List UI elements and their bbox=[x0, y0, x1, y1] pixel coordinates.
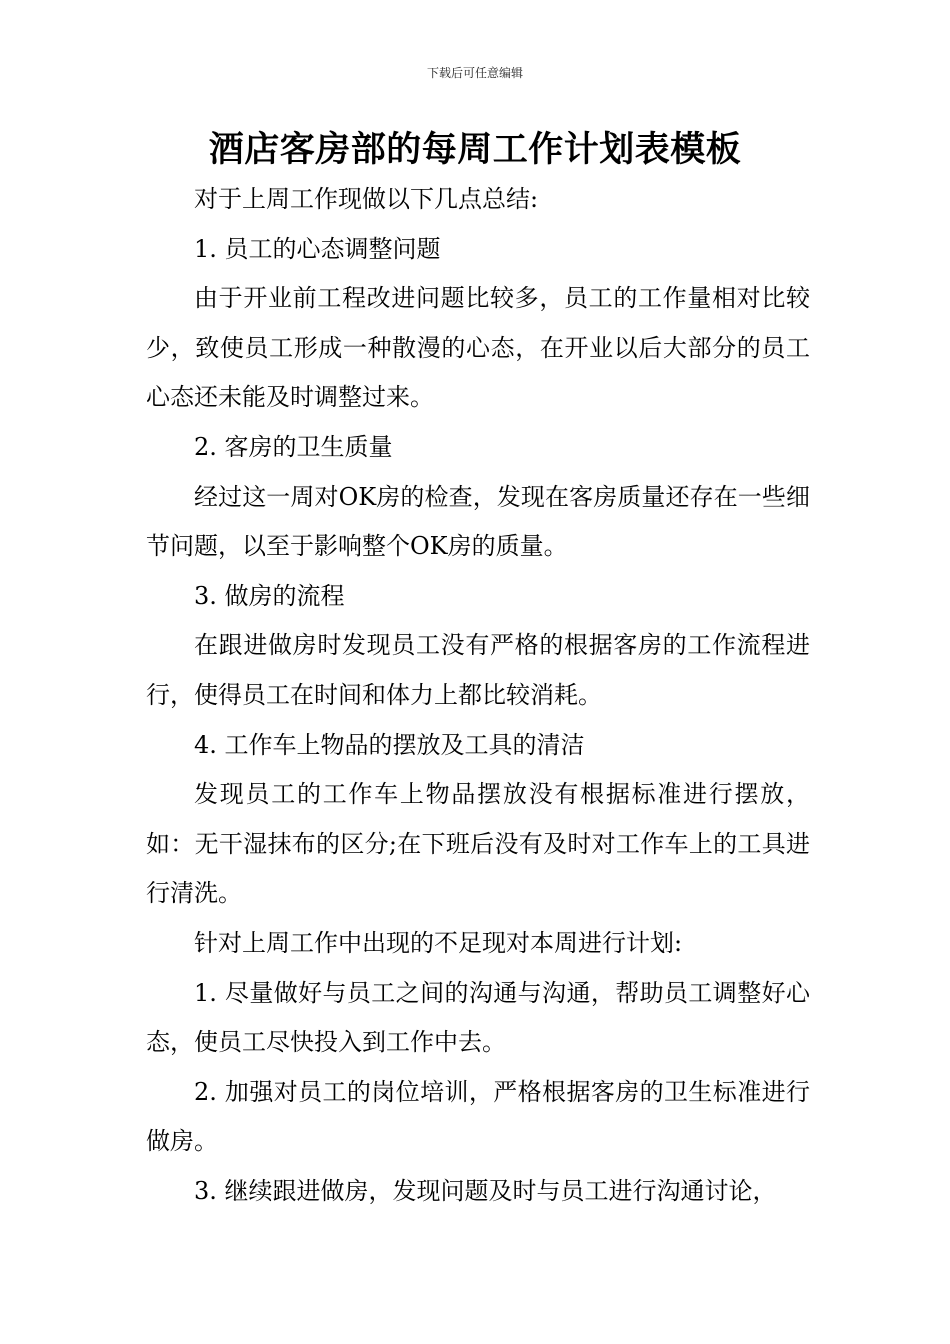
summary-item-1-body: 由于开业前工程改进问题比较多，员工的工作量相对比较少，致使员工形成一种散漫的心态，在开业以后大部分的员工心态还未能及时调整过来。 bbox=[146, 284, 810, 412]
document-body bbox=[146, 175, 810, 1216]
summary-item-4-body: 发现员工的工作车上物品摆放没有根据标准进行摆放，如：无干湿抹布的区分;在下班后没有及时对工作车上的工具进行清洗。 bbox=[146, 780, 810, 908]
summary-item-1-heading: 1. 员工的心态调整问题 bbox=[194, 234, 441, 263]
summary-item-2-body: 经过这一周对OK房的检查，发现在客房质量还存在一些细节问题，以至于影响整个OK房的质量。 bbox=[146, 482, 810, 561]
plan-item-1: 1. 尽量做好与员工之间的沟通与沟通，帮助员工调整好心态，使员工尽快投入到工作中去。 bbox=[146, 978, 810, 1057]
summary-item-2-heading: 2. 客房的卫生质量 bbox=[194, 432, 393, 461]
document-title: 酒店客房部的每周工作计划表模板 bbox=[208, 130, 742, 170]
summary-item-3-heading: 3. 做房的流程 bbox=[194, 581, 345, 610]
summary-item-3-body: 在跟进做房时发现员工没有严格的根据客房的工作流程进行，使得员工在时间和体力上都比较消耗。 bbox=[146, 631, 810, 709]
summary-intro: 对于上周工作现做以下几点总结: bbox=[194, 185, 539, 213]
header-note: 下载后可任意编辑 bbox=[426, 66, 523, 80]
plan-item-3: 3. 继续跟进做房，发现问题及时与员工进行沟通讨论， bbox=[194, 1176, 777, 1205]
summary-item-4-heading: 4. 工作车上物品的摆放及工具的清洁 bbox=[194, 730, 585, 759]
plan-item-2: 2. 加强对员工的岗位培训，严格根据客房的卫生标准进行做房。 bbox=[146, 1077, 810, 1156]
plan-intro: 针对上周工作中出现的不足现对本周进行计划: bbox=[194, 928, 683, 957]
